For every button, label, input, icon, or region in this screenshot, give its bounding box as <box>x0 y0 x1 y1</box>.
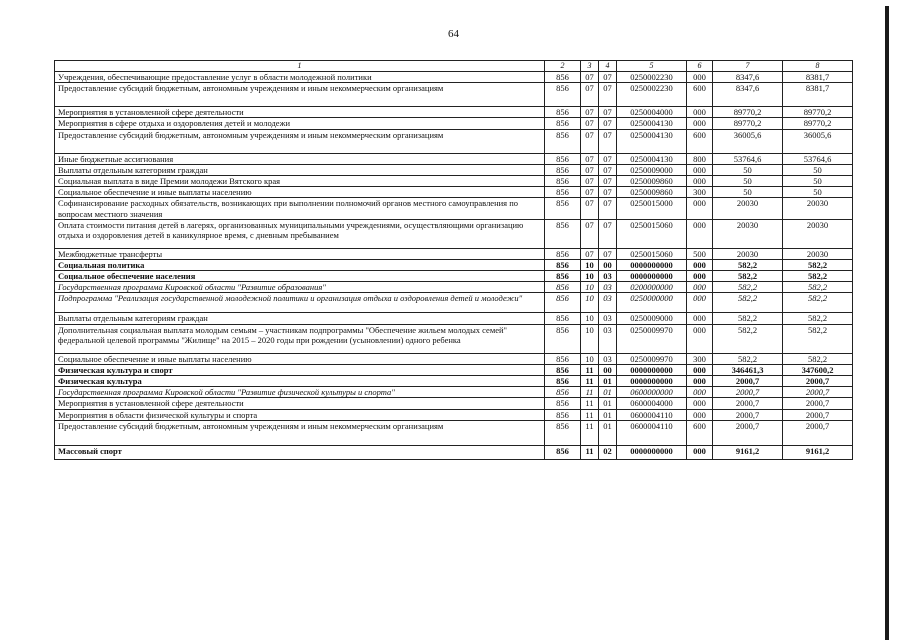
expense-type: 000 <box>687 409 713 420</box>
ministry-code: 856 <box>545 83 581 107</box>
target-code: 0000000000 <box>617 445 687 459</box>
ministry-code: 856 <box>545 387 581 398</box>
expense-type: 000 <box>687 445 713 459</box>
row-name: Предоставление субсидий бюджетным, автономным учреждениям и иным некоммерческим организациям <box>55 83 545 107</box>
subsection-code: 07 <box>599 198 617 219</box>
table-row <box>55 282 853 293</box>
section-code: 07 <box>581 219 599 248</box>
expense-type: 800 <box>687 153 713 164</box>
subsection-code: 01 <box>599 376 617 387</box>
ministry-code: 856 <box>545 409 581 420</box>
ministry-code: 856 <box>545 118 581 129</box>
amount-col7: 8347,6 <box>713 83 783 107</box>
target-code: 0250009970 <box>617 324 687 353</box>
section-code: 10 <box>581 293 599 313</box>
ministry-code: 856 <box>545 282 581 293</box>
amount-col7: 36005,6 <box>713 129 783 153</box>
row-name: Мероприятия в сфере отдыха и оздоровления детей и молодежи <box>55 118 545 129</box>
expense-type: 000 <box>687 107 713 118</box>
target-code: 0250004130 <box>617 153 687 164</box>
table-row <box>55 353 853 364</box>
ministry-code: 856 <box>545 198 581 219</box>
amount-col7: 2000,7 <box>713 376 783 387</box>
header-cell: 4 <box>599 61 617 72</box>
expense-type: 600 <box>687 420 713 445</box>
subsection-code: 07 <box>599 164 617 175</box>
ministry-code: 856 <box>545 153 581 164</box>
ministry-code: 856 <box>545 72 581 83</box>
row-name: Дополнительная социальная выплата молодым семьям – участникам подпрограммы "Обеспечение жильем молодых семей" федеральной целевой программы "Жилище" на 2015 – 2020 годы при рождении (усыновлении) одного ребенка <box>55 324 545 353</box>
table-row <box>55 324 853 353</box>
expense-type: 500 <box>687 248 713 259</box>
amount-col7: 20030 <box>713 219 783 248</box>
expense-type: 000 <box>687 364 713 375</box>
subsection-code: 03 <box>599 293 617 313</box>
amount-col8: 347600,2 <box>783 364 853 375</box>
expense-type: 600 <box>687 83 713 107</box>
target-code: 0000000000 <box>617 259 687 270</box>
table-row <box>55 72 853 83</box>
row-name: Социальное обеспечение и иные выплаты населению <box>55 187 545 198</box>
target-code: 0250015060 <box>617 219 687 248</box>
subsection-code: 03 <box>599 271 617 282</box>
header-cell: 3 <box>581 61 599 72</box>
amount-col8: 20030 <box>783 198 853 219</box>
amount-col7: 20030 <box>713 198 783 219</box>
amount-col7: 346461,3 <box>713 364 783 375</box>
subsection-code: 00 <box>599 364 617 375</box>
section-code: 07 <box>581 187 599 198</box>
target-code: 0250004130 <box>617 129 687 153</box>
amount-col8: 53764,6 <box>783 153 853 164</box>
amount-col8: 582,2 <box>783 293 853 313</box>
subsection-code: 01 <box>599 387 617 398</box>
expense-type: 000 <box>687 376 713 387</box>
amount-col8: 2000,7 <box>783 376 853 387</box>
amount-col7: 89770,2 <box>713 107 783 118</box>
amount-col7: 582,2 <box>713 259 783 270</box>
amount-col8: 89770,2 <box>783 107 853 118</box>
row-name: Выплаты отдельным категориям граждан <box>55 313 545 324</box>
table-row <box>55 376 853 387</box>
expense-type: 000 <box>687 72 713 83</box>
section-code: 07 <box>581 107 599 118</box>
row-name: Социальное обеспечение и иные выплаты населению <box>55 353 545 364</box>
amount-col8: 582,2 <box>783 271 853 282</box>
ministry-code: 856 <box>545 129 581 153</box>
row-name: Предоставление субсидий бюджетным, автономным учреждениям и иным некоммерческим организациям <box>55 129 545 153</box>
expense-type: 000 <box>687 271 713 282</box>
ministry-code: 856 <box>545 313 581 324</box>
target-code: 0250009000 <box>617 313 687 324</box>
row-name: Социальная выплата в виде Премии молодежи Вятского края <box>55 175 545 186</box>
subsection-code: 01 <box>599 398 617 409</box>
expense-type: 000 <box>687 259 713 270</box>
header-cell: 2 <box>545 61 581 72</box>
table-row <box>55 129 853 153</box>
table-row <box>55 271 853 282</box>
target-code: 0250000000 <box>617 293 687 313</box>
table-row <box>55 420 853 445</box>
amount-col7: 582,2 <box>713 282 783 293</box>
section-code: 07 <box>581 72 599 83</box>
ministry-code: 856 <box>545 420 581 445</box>
ministry-code: 856 <box>545 259 581 270</box>
table-row <box>55 248 853 259</box>
amount-col7: 582,2 <box>713 324 783 353</box>
table-body <box>55 72 853 460</box>
expense-type: 000 <box>687 282 713 293</box>
subsection-code: 07 <box>599 129 617 153</box>
table-row <box>55 164 853 175</box>
subsection-code: 00 <box>599 259 617 270</box>
header-cell: 5 <box>617 61 687 72</box>
section-code: 07 <box>581 198 599 219</box>
amount-col7: 89770,2 <box>713 118 783 129</box>
header-cell: 8 <box>783 61 853 72</box>
row-name: Оплата стоимости питания детей в лагерях, организованных муниципальными учреждениями, осуществляющими организацию отдыха и оздоровления детей в каникулярное время, с дневным пребыванием <box>55 219 545 248</box>
subsection-code: 07 <box>599 248 617 259</box>
section-code: 07 <box>581 83 599 107</box>
expense-type: 000 <box>687 387 713 398</box>
target-code: 0250009000 <box>617 164 687 175</box>
section-code: 07 <box>581 164 599 175</box>
table-row <box>55 445 853 459</box>
row-name: Выплаты отдельным категориям граждан <box>55 164 545 175</box>
subsection-code: 02 <box>599 445 617 459</box>
row-name: Физическая культура <box>55 376 545 387</box>
row-name: Иные бюджетные ассигнования <box>55 153 545 164</box>
subsection-code: 07 <box>599 175 617 186</box>
expense-type: 000 <box>687 324 713 353</box>
header-cell: 6 <box>687 61 713 72</box>
target-code: 0200000000 <box>617 282 687 293</box>
amount-col7: 2000,7 <box>713 387 783 398</box>
target-code: 0250009970 <box>617 353 687 364</box>
target-code: 0250009860 <box>617 175 687 186</box>
subsection-code: 03 <box>599 324 617 353</box>
scan-edge-bar <box>885 6 889 640</box>
subsection-code: 07 <box>599 107 617 118</box>
subsection-code: 07 <box>599 219 617 248</box>
amount-col7: 2000,7 <box>713 398 783 409</box>
target-code: 0600004110 <box>617 409 687 420</box>
target-code: 0600000000 <box>617 387 687 398</box>
section-code: 07 <box>581 129 599 153</box>
amount-col7: 50 <box>713 187 783 198</box>
expense-type: 000 <box>687 164 713 175</box>
expense-type: 000 <box>687 198 713 219</box>
table-row <box>55 313 853 324</box>
expense-type: 300 <box>687 187 713 198</box>
ministry-code: 856 <box>545 398 581 409</box>
amount-col7: 582,2 <box>713 313 783 324</box>
table-row <box>55 409 853 420</box>
ministry-code: 856 <box>545 164 581 175</box>
header-row <box>55 61 853 72</box>
row-name: Межбюджетные трансферты <box>55 248 545 259</box>
amount-col8: 20030 <box>783 248 853 259</box>
row-name: Мероприятия в области физической культуры и спорта <box>55 409 545 420</box>
row-name: Мероприятия в установленной сфере деятельности <box>55 398 545 409</box>
amount-col8: 50 <box>783 187 853 198</box>
subsection-code: 07 <box>599 187 617 198</box>
table-row <box>55 387 853 398</box>
amount-col8: 89770,2 <box>783 118 853 129</box>
amount-col8: 582,2 <box>783 353 853 364</box>
target-code: 0250009860 <box>617 187 687 198</box>
amount-col8: 9161,2 <box>783 445 853 459</box>
target-code: 0250015000 <box>617 198 687 219</box>
target-code: 0250015060 <box>617 248 687 259</box>
section-code: 10 <box>581 313 599 324</box>
amount-col7: 20030 <box>713 248 783 259</box>
row-name: Учреждения, обеспечивающие предоставление услуг в области молодежной политики <box>55 72 545 83</box>
section-code: 07 <box>581 153 599 164</box>
amount-col8: 2000,7 <box>783 387 853 398</box>
row-name: Подпрограмма "Реализация государственной молодежной политики и организация отдыха и оздоровления детей и молодежи" <box>55 293 545 313</box>
ministry-code: 856 <box>545 376 581 387</box>
table-row <box>55 398 853 409</box>
subsection-code: 03 <box>599 353 617 364</box>
ministry-code: 856 <box>545 175 581 186</box>
expense-type: 000 <box>687 293 713 313</box>
row-name: Социальная политика <box>55 259 545 270</box>
table-row <box>55 118 853 129</box>
amount-col8: 8381,7 <box>783 83 853 107</box>
subsection-code: 01 <box>599 409 617 420</box>
table-row <box>55 293 853 313</box>
subsection-code: 07 <box>599 72 617 83</box>
section-code: 07 <box>581 248 599 259</box>
table-row <box>55 219 853 248</box>
amount-col7: 50 <box>713 164 783 175</box>
table-row <box>55 175 853 186</box>
row-name: Мероприятия в установленной сфере деятельности <box>55 107 545 118</box>
section-code: 11 <box>581 420 599 445</box>
ministry-code: 856 <box>545 271 581 282</box>
section-code: 10 <box>581 324 599 353</box>
amount-col7: 2000,7 <box>713 420 783 445</box>
target-code: 0000000000 <box>617 271 687 282</box>
subsection-code: 03 <box>599 313 617 324</box>
subsection-code: 07 <box>599 83 617 107</box>
amount-col8: 582,2 <box>783 324 853 353</box>
table-row <box>55 364 853 375</box>
expense-type: 000 <box>687 398 713 409</box>
target-code: 0250004130 <box>617 118 687 129</box>
row-name: Массовый спорт <box>55 445 545 459</box>
expense-type: 000 <box>687 219 713 248</box>
amount-col7: 8347,6 <box>713 72 783 83</box>
subsection-code: 03 <box>599 282 617 293</box>
target-code: 0600004110 <box>617 420 687 445</box>
table-row <box>55 153 853 164</box>
ministry-code: 856 <box>545 445 581 459</box>
row-name: Предоставление субсидий бюджетным, автономным учреждениям и иным некоммерческим организациям <box>55 420 545 445</box>
expense-type: 300 <box>687 353 713 364</box>
row-name: Государственная программа Кировской области "Развитие физической культуры и спорта" <box>55 387 545 398</box>
amount-col8: 8381,7 <box>783 72 853 83</box>
target-code: 0000000000 <box>617 364 687 375</box>
row-name: Физическая культура и спорт <box>55 364 545 375</box>
amount-col7: 582,2 <box>713 293 783 313</box>
section-code: 11 <box>581 398 599 409</box>
ministry-code: 856 <box>545 187 581 198</box>
amount-col8: 2000,7 <box>783 409 853 420</box>
ministry-code: 856 <box>545 293 581 313</box>
target-code: 0000000000 <box>617 376 687 387</box>
section-code: 10 <box>581 282 599 293</box>
amount-col8: 36005,6 <box>783 129 853 153</box>
section-code: 11 <box>581 364 599 375</box>
ministry-code: 856 <box>545 364 581 375</box>
ministry-code: 856 <box>545 107 581 118</box>
amount-col8: 582,2 <box>783 282 853 293</box>
section-code: 11 <box>581 376 599 387</box>
target-code: 0250004000 <box>617 107 687 118</box>
target-code: 0600004000 <box>617 398 687 409</box>
subsection-code: 07 <box>599 153 617 164</box>
expense-type: 000 <box>687 175 713 186</box>
amount-col8: 2000,7 <box>783 398 853 409</box>
table-row <box>55 259 853 270</box>
amount-col7: 9161,2 <box>713 445 783 459</box>
section-code: 07 <box>581 175 599 186</box>
ministry-code: 856 <box>545 219 581 248</box>
table-row <box>55 107 853 118</box>
table-row <box>55 83 853 107</box>
amount-col7: 2000,7 <box>713 409 783 420</box>
budget-table <box>54 60 853 460</box>
row-name: Социальное обеспечение населения <box>55 271 545 282</box>
amount-col8: 20030 <box>783 219 853 248</box>
header-cell: 7 <box>713 61 783 72</box>
table-row <box>55 198 853 219</box>
amount-col7: 582,2 <box>713 353 783 364</box>
section-code: 10 <box>581 353 599 364</box>
row-name: Софинансирование расходных обязательств, возникающих при выполнении полномочий органов местного самоуправления по вопросам местного значения <box>55 198 545 219</box>
amount-col8: 582,2 <box>783 313 853 324</box>
target-code: 0250002230 <box>617 72 687 83</box>
amount-col7: 582,2 <box>713 271 783 282</box>
section-code: 11 <box>581 445 599 459</box>
section-code: 11 <box>581 387 599 398</box>
amount-col8: 582,2 <box>783 259 853 270</box>
expense-type: 600 <box>687 129 713 153</box>
table-row <box>55 187 853 198</box>
amount-col7: 50 <box>713 175 783 186</box>
section-code: 11 <box>581 409 599 420</box>
section-code: 07 <box>581 118 599 129</box>
expense-type: 000 <box>687 313 713 324</box>
amount-col7: 53764,6 <box>713 153 783 164</box>
ministry-code: 856 <box>545 324 581 353</box>
target-code: 0250002230 <box>617 83 687 107</box>
header-cell: 1 <box>55 61 545 72</box>
subsection-code: 07 <box>599 118 617 129</box>
amount-col8: 2000,7 <box>783 420 853 445</box>
section-code: 10 <box>581 271 599 282</box>
amount-col8: 50 <box>783 175 853 186</box>
page-number: 64 <box>448 28 459 40</box>
row-name: Государственная программа Кировской области "Развитие образования" <box>55 282 545 293</box>
expense-type: 000 <box>687 118 713 129</box>
section-code: 10 <box>581 259 599 270</box>
amount-col8: 50 <box>783 164 853 175</box>
ministry-code: 856 <box>545 353 581 364</box>
ministry-code: 856 <box>545 248 581 259</box>
subsection-code: 01 <box>599 420 617 445</box>
